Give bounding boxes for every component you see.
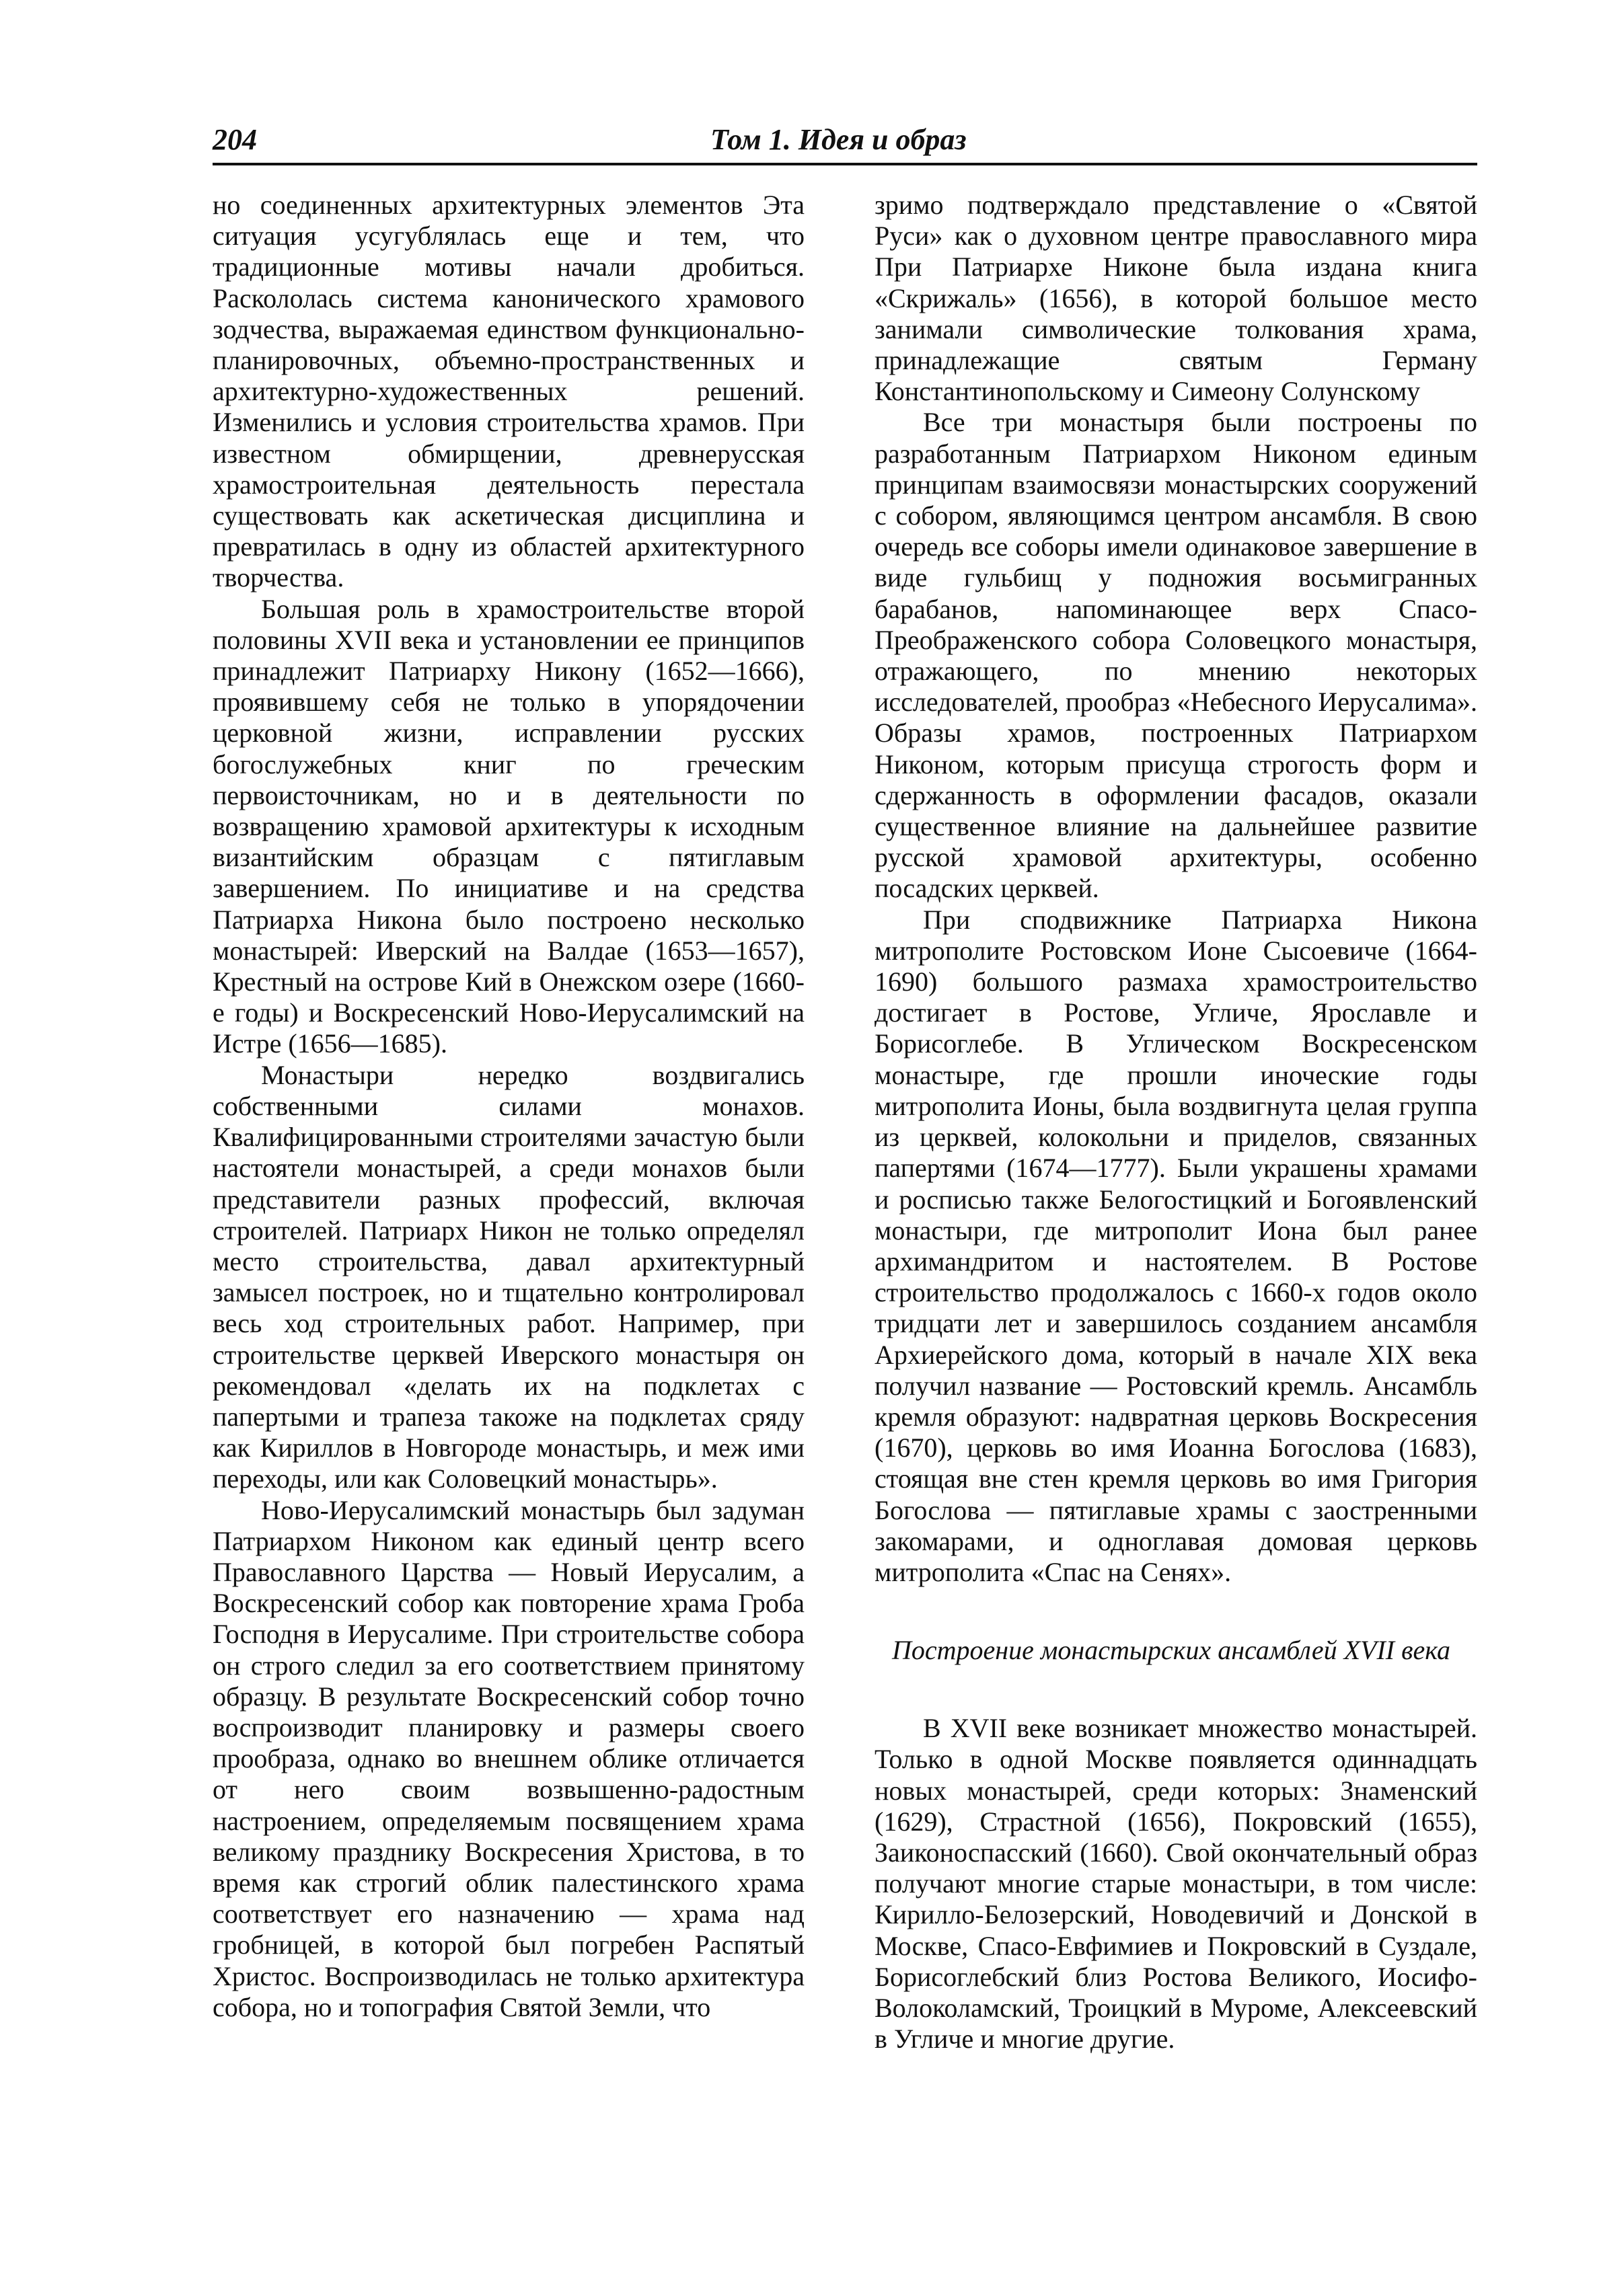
paragraph: Все три монастыря были построены по разработанным Патриархом Никоном единым принципам взаимосвязи монастырских сооружений с собором, являющимся центром ансамбля. В свою очередь все соборы имели одинаковое завершение в виде гульбищ у подножия восьмигранных барабанов, напоминающее верх Спасо-Преображенского собора Соловецкого монастыря, отражающего, по мнению некоторых исследователей, прообраз «Небесного Иерусалима». Образы храмов, построенных Патриархом Никоном, которым присуща строгость форм и сдержанность в оформлении фасадов, оказали существенное влияние на дальнейшее развитие русской храмовой архитектуры, особенно посадских церквей.	[875, 407, 1477, 904]
paragraph: В XVII веке возникает множество монастырей. Только в одной Москве появляется одиннадцать новых монастырей, среди которых: Знаменский (1629), Страстной (1656), Покровский (1655), Заиконоспасский (1660). Свой окончательный образ получают многие старые монастыри, в том числе: Кирилло-Белозерский, Новодевичий и Донской в Москве, Спасо-Евфимиев и Покровский в Суздале, Борисоглебский близ Ростова Великого, Иосифо-Волоколамский, Троицкий в Муроме, Алексеевский в Угличе и многие другие.	[875, 1713, 1477, 2055]
page-header	[213, 121, 1477, 165]
paragraph: Большая роль в храмостроительстве второй половины XVII века и установлении ее принципов принадлежит Патриарху Никону (1652—1666), проявившему себя не только в упорядочении церковной жизни, исправлении русских богослужебных книг по греческим первоисточникам, но и в деятельности по возвращению храмовой архитектуры к исходным византийским образцам с пятиглавым завершением. По инициативе и на средства Патриарха Никона было построено несколько монастырей: Иверский на Валдае (1653—1657), Крестный на острове Кий в Онежском озере (1660-е годы) и Воскресенский Ново-Иерусалимский на Истре (1656—1685).	[213, 593, 805, 1059]
paragraph: Монастыри нередко воздвигались собственными силами монахов. Квалифицированными строителями зачастую были настоятели монастырей, а среди монахов были представители разных профессий, включая строителей. Патриарх Никон не только определял место строительства, давал архитектурный замысел построек, но и тщательно контролировал весь ход строительных работ. Например, при строительстве церквей Иверского монастыря он рекомендовал «делать их на подклетах с папертыми и трапеза такоже на подклетах сряду как Кириллов в Новгороде монастырь, и меж ими переходы, или как Соловецкий монастырь».	[213, 1059, 805, 1494]
left-column	[213, 190, 805, 2023]
section-heading: Построение монастырских ансамблей XVII века	[892, 1635, 1450, 1666]
page-number: 204	[213, 123, 257, 156]
paragraph: но соединенных архитектурных элементов Эта ситуация усугублялась еще и тем, что традиционные мотивы начали дробиться. Раскололась система канонического храмового зодчества, выражаемая единством функционально-планировочных, объемно-пространственных и архитектурно-художественных решений. Изменились и условия строительства храмов. При известном обмирщении, древнерусская храмостроительная деятельность перестала существовать как аскетическая дисциплина и превратилась в одну из областей архитектурного творчества.	[213, 190, 805, 593]
paragraph: зримо подтверждало представление о «Святой Руси» как о духовном центре православного мира При Патриархе Никоне была издана книга «Скрижаль» (1656), в которой большое место занимали символические толкования храма, принадлежащие святым Герману Константинопольскому и Симеону Солунскому	[875, 190, 1477, 407]
paragraph: При сподвижнике Патриарха Никона митрополите Ростовском Ионе Сысоевиче (1664-1690) большого размаха храмостроительство достигает в Ростове, Угличе, Ярославле и Борисоглебе. В Углическом Воскресенском монастыре, где прошли иноческие годы митрополита Ионы, была воздвигнута целая группа из церквей, колокольни и приделов, связанных папертями (1674—1777). Были украшены храмами и росписью также Белогостицкий и Богоявленский монастыри, где митрополит Иона был ранее архимандритом и настоятелем. В Ростове строительство продолжалось с 1660-х годов около тридцати лет и завершилось созданием ансамбля Архиерейского дома, который в начале XIX века получил название — Ростовский кремль. Ансамбль кремля образуют: надвратная церковь Воскресения (1670), церковь во имя Иоанна Богослова (1683), стоящая вне стен кремля церковь во имя Григория Богослова — пятиглавые храмы с заостренными закомарами, и одноглавая домовая церковь митрополита «Спас на Сенях».	[875, 904, 1477, 1587]
paragraph: Ново-Иерусалимский монастырь был задуман Патриархом Никоном как единый центр всего Православного Царства — Новый Иерусалим, а Воскресенский собор как повторение храма Гроба Господня в Иерусалиме. При строительстве собора он строго следил за его соответствием принятому образцу. В результате Воскресенский собор точно воспроизводит планировку и размеры своего прообраза, однако во внешнем облике отличается от него своим возвышенно-радостным настроением, определяемым посвящением храма великому празднику Воскресения Христова, в то время как строгий облик палестинского храма соответствует его назначению — храма над гробницей, в которой был погребен Распятый Христос. Воспроизводилась не только архитектура собора, но и топография Святой Земли, что	[213, 1494, 805, 2022]
running-title: Том 1. Идея и образ	[710, 123, 967, 156]
right-column	[875, 190, 1477, 2055]
